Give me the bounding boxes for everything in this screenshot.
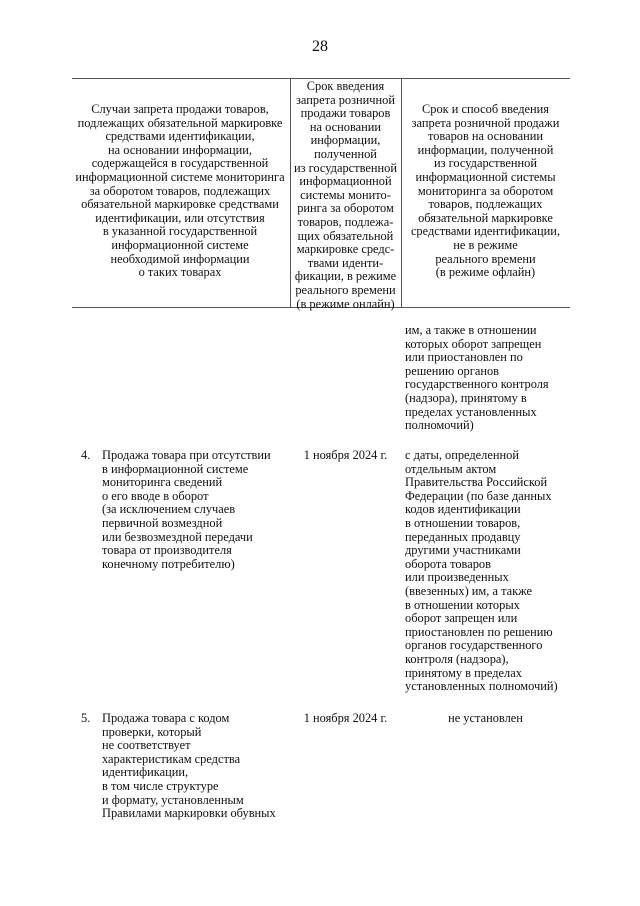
row-5-case-text: Продажа товара с кодом проверки, который не соответствует характеристикам средства идентификации, в том числе структуре и формату, установленным Правилами маркировки обувных <box>102 711 276 821</box>
row-5-number: 5. <box>81 711 91 725</box>
continuation-offline-text: им, а также в отношении которых оборот запрещен или приостановлен по решению органов государственного контроля (надзора), принятому в пределах установленных полномочий) <box>405 323 549 433</box>
row-4-offline-deadline: с даты, определенной отдельным актом Правительства Российской Федерации (по базе данных кодов идентификации в отношении товаров, переданных продавцу другими участниками оборота товаров или произведенных (ввезенных) им, а также в отношении которых оборот запрещен или приостановлен по решению органов государственного контроля (надзора), принятому в пределах установленных полномочий) <box>405 448 558 694</box>
row-4-number: 4. <box>81 448 91 462</box>
header-offline-deadline-column: Срок и способ введения запрета розничной продажи товаров на основании информации, полученной из государственной информационной системы мониторинга за оборотом товаров, подлежащих обязательной маркировке средствами идентификации, не в режиме реального времени (в режиме офлайн) <box>410 102 561 280</box>
row-5-offline-deadline: не установлен <box>448 711 523 725</box>
row-4-online-deadline: 1 ноября 2024 г. <box>303 448 388 462</box>
row-5-online-deadline: 1 ноября 2024 г. <box>303 711 388 725</box>
header-online-deadline-column: Срок введения запрета розничной продажи товаров на основании информации, полученной из государственной информационной системы монито- ринга за оборотом товаров, подлежа- щих обязательной маркировке средс- твами иденти- фикации, в режиме реального времени (в режиме онлайн) <box>294 79 397 311</box>
row-4-case-text: Продажа товара при отсутствии в информационной системе мониторинга сведений о его вводе в оборот (за исключением случаев первичной возмездной или безвозмездной передачи товара от производителя конечному потребителю) <box>102 448 271 571</box>
page-number: 28 <box>312 38 328 55</box>
header-cases-column: Случаи запрета продажи товаров, подлежащих обязательной маркировке средствами идентификации, на основании информации, содержащейся в государственной информационной системе мониторинга за оборотом товаров, подлежащих обязательной маркировке средствами идентификации, или отсутствия в указанной государственной информационной системе необходимой информации о таких товарах <box>75 102 285 280</box>
